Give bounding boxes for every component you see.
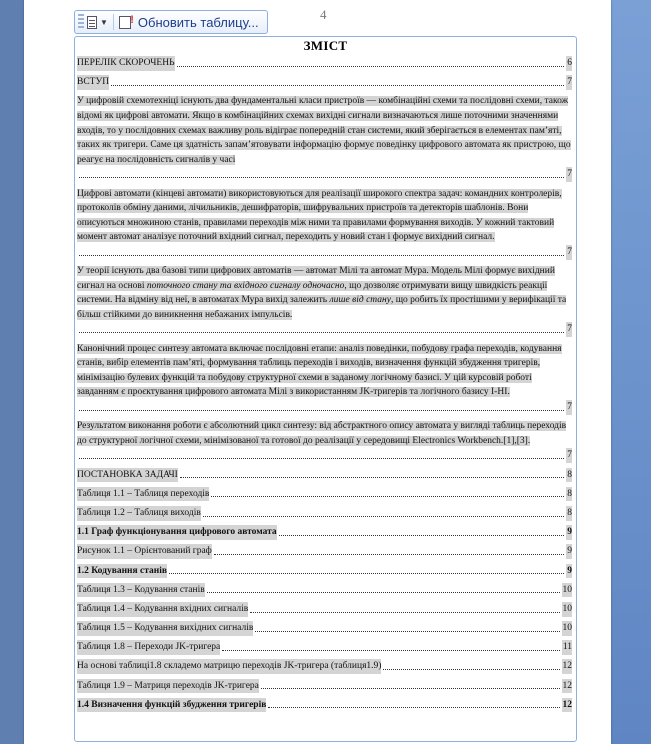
toc-entry[interactable]	[77, 75, 572, 90]
dot-leader	[169, 573, 564, 574]
toc-entry[interactable]	[77, 94, 572, 182]
toc-entry-tail	[77, 448, 572, 463]
dot-leader	[250, 612, 559, 613]
toc-entry-text: ПЕРЕЛІК СКОРОЧЕНЬ	[77, 56, 175, 71]
toc-page-number: 12	[562, 659, 573, 674]
toc-entry[interactable]	[77, 506, 572, 521]
toc-entry[interactable]	[77, 564, 572, 579]
dot-leader	[279, 535, 565, 536]
toc-entry-tail	[77, 640, 572, 655]
toc-entry-tail	[77, 679, 572, 694]
toc-entry-tail	[77, 506, 572, 521]
toc-entry[interactable]	[77, 187, 572, 260]
table-of-contents[interactable]	[74, 36, 577, 742]
toc-entry-text: Таблиця 1.4 – Кодування вхідних сигналів	[77, 602, 248, 617]
toc-entry-tail	[77, 659, 572, 674]
dot-leader	[207, 592, 560, 593]
toc-entry-tail	[77, 698, 572, 713]
update-table-icon	[119, 16, 131, 29]
toc-page-number: 8	[566, 487, 572, 502]
dot-leader	[255, 631, 559, 632]
toc-entry-gap	[75, 712, 576, 717]
toc-entry[interactable]	[77, 468, 572, 483]
toc-page-number: 12	[562, 698, 573, 713]
toc-entry[interactable]	[77, 264, 572, 337]
toc-entry[interactable]	[77, 56, 572, 71]
toc-page-number: 8	[566, 506, 572, 521]
dot-leader	[79, 177, 564, 178]
toc-page-number: 11	[562, 640, 572, 655]
toc-entry[interactable]	[77, 679, 572, 694]
toc-entry[interactable]	[77, 621, 572, 636]
toc-entry-text: Цифрові автомати (кінцеві автомати) використовуються для реалізації широкого спектра задач: командних контролерів, протоколів обміну даними, лічильників, дешифраторів, шифрувальних пристроїв та детекторів шаблонів. Вони описуються множиною станів, правилами переходів між ними та правилами формування виходів. У кожний тактовий момент автомат аналізує поточний вхідний сигнал, переходить у новий стан і формує вихідний сигнал.	[77, 188, 562, 243]
toc-entry-text	[77, 266, 566, 320]
toc-entry-text: 1.4 Визначення функцій збудження тригерів	[77, 698, 266, 713]
toc-entry-text: Таблиця 1.8 – Переходи JK-тригера	[77, 640, 220, 655]
toc-entry-text-part: , що дозволяє отримувати вищу швидкість реакції системи. На відміну від неї, в автоматах Мура вихід залежить	[77, 280, 548, 306]
toc-entry-tail	[77, 75, 572, 90]
chevron-down-icon: ▼	[100, 17, 108, 27]
toc-page-number: 7	[566, 245, 572, 260]
dot-leader	[180, 477, 564, 478]
toc-page-number: 7	[566, 167, 572, 182]
toc-page-number: 9	[566, 564, 572, 579]
toc-entry[interactable]	[77, 640, 572, 655]
toc-page-number: 12	[562, 679, 573, 694]
toc-entry-text: Канонічний процес синтезу автомата включає послідовні етапи: аналіз поведінки, побудову графа переходів, кодування станів, вибір елементів пам’яті, формування таблиць переходів і виходів, визначення функцій збудження тригерів, мінімізацію булевих функцій та побудову структурної схеми в заданому логічному базисі. У цій курсовій роботі завданням є проєктування цифрового автомата Мілі з використанням JK-тригерів та логічного базису І-НІ.	[77, 343, 562, 398]
window-background-right	[611, 0, 651, 744]
toc-entry[interactable]	[77, 544, 572, 559]
toc-entry[interactable]	[77, 583, 572, 598]
toc-entry-text-part: поточного стану та вхідного сигналу одночасно	[146, 280, 345, 291]
toc-entry-tail	[77, 525, 572, 540]
window-background-left	[0, 0, 24, 744]
dot-leader	[222, 650, 560, 651]
toc-entry-tail	[77, 468, 572, 483]
toc-entry[interactable]	[77, 525, 572, 540]
toc-entry-tail	[77, 583, 572, 598]
toc-page-number: 10	[562, 602, 573, 617]
toc-entry[interactable]	[77, 419, 572, 463]
toc-page-number: 9	[566, 525, 572, 540]
toc-entry[interactable]	[77, 342, 572, 415]
toc-entry-tail	[77, 621, 572, 636]
toc-menu-button[interactable]	[84, 12, 111, 32]
toc-entry[interactable]	[77, 602, 572, 617]
toc-entry-text-part: У теорії існують два базові типи цифрових автоматів — автомат Мілі та автомат Мура. Модель Мілі формує вихідний сигнал на основі	[77, 266, 555, 291]
toc-entry-text: Рисунок 1.1 – Орієнтований граф	[77, 544, 212, 559]
dot-leader	[177, 66, 565, 67]
toc-page-number: 10	[562, 583, 573, 598]
toc-entry[interactable]	[77, 698, 572, 713]
toc-title: ЗМІСТ	[303, 38, 348, 53]
toc-page-number: 7	[566, 400, 572, 415]
dot-leader	[268, 707, 559, 708]
toc-entry-text: У цифровій схемотехніці існують два фундаментальні класи пристроїв — комбінаційні схеми та послідовні схеми, також відомі як цифрові автомати. Якщо в комбінаційних схемах вихідні сигнали визначаються лише поточними значеннями входів, то у послідовних схемах важливу роль відіграє попередній стан системи, який зберігається в елементах пам’яті, таких як тригери. Саме ця здатність запам’ятовувати інформацію формує поведінку цифрового автомата як пристрою, що реагує на послідовність сигналів у часі	[77, 96, 571, 165]
toc-entry-tail	[77, 56, 572, 71]
toc-page-number: 10	[562, 621, 573, 636]
document-icon	[87, 16, 97, 29]
toc-entry-text: Таблиця 1.1 – Таблиця переходів	[77, 487, 209, 502]
dot-leader	[211, 496, 564, 497]
toc-entry-text: Таблиця 1.2 – Таблиця виходів	[77, 506, 201, 521]
toc-page-number: 6	[566, 56, 572, 71]
toc-entry-text: Таблиця 1.5 – Кодування вихідних сигналів	[77, 621, 253, 636]
toc-entry-text: ПОСТАНОВКА ЗАДАЧІ	[77, 468, 178, 483]
dot-leader	[203, 516, 564, 517]
toc-entry[interactable]	[77, 659, 572, 674]
update-table-label: Обновить таблицу...	[137, 14, 259, 30]
toc-entry-text: Результатом виконання роботи є абсолютний цикл синтезу: від абстрактного опису автомата у вигляді таблиць переходів до структурної логічної схеми, мінімізованої та готової до реалізації у середовищі Electronics Workbench.[1],[3].	[77, 421, 567, 446]
dot-leader	[261, 688, 560, 689]
toc-entry-text: Таблиця 1.9 – Матриця переходів JK-тригера	[77, 679, 259, 694]
toc-entry-tail	[77, 564, 572, 579]
dot-leader	[383, 669, 559, 670]
toc-entry-text: Таблиця 1.3 – Кодування станів	[77, 583, 205, 598]
toc-content-control-toolbar[interactable]	[74, 10, 268, 34]
page-number: 4	[320, 7, 327, 22]
toc-page-number: 7	[566, 448, 572, 463]
toc-entry-text-part: , що робить їх простішими у верифікації та більш стійкими до виникнення небажаних імпульсів.	[77, 295, 567, 320]
toc-entry-tail	[77, 602, 572, 617]
update-table-button[interactable]	[116, 12, 262, 32]
toc-entry-tail	[77, 487, 572, 502]
dot-leader	[214, 554, 564, 555]
dot-leader	[79, 410, 564, 411]
dot-leader	[111, 85, 564, 86]
toc-page-number: 7	[566, 322, 572, 337]
toc-page-number: 7	[566, 75, 572, 90]
dot-leader	[79, 458, 564, 459]
toolbar-separator	[113, 14, 114, 30]
dot-leader	[79, 332, 564, 333]
toc-entry-text: На основі таблиці1.8 складемо матрицю переходів JK-тригера (таблиця1.9)	[77, 659, 381, 674]
toc-entry-tail	[77, 322, 572, 337]
toc-list	[75, 56, 576, 717]
dot-leader	[79, 255, 564, 256]
toc-page-number: 9	[566, 544, 572, 559]
toc-entry-text: 1.1 Граф функціонування цифрового автомата	[77, 525, 277, 540]
toc-entry-tail	[77, 167, 572, 182]
toc-entry-text-part: лише від стану	[329, 295, 391, 306]
toc-entry-tail	[77, 400, 572, 415]
toc-page-number: 8	[566, 468, 572, 483]
toc-entry-text: 1.2 Кодування станів	[77, 564, 167, 579]
toc-entry[interactable]	[77, 487, 572, 502]
toc-entry-tail	[77, 245, 572, 260]
toc-entry-text: ВСТУП	[77, 75, 109, 90]
toc-entry-tail	[77, 544, 572, 559]
